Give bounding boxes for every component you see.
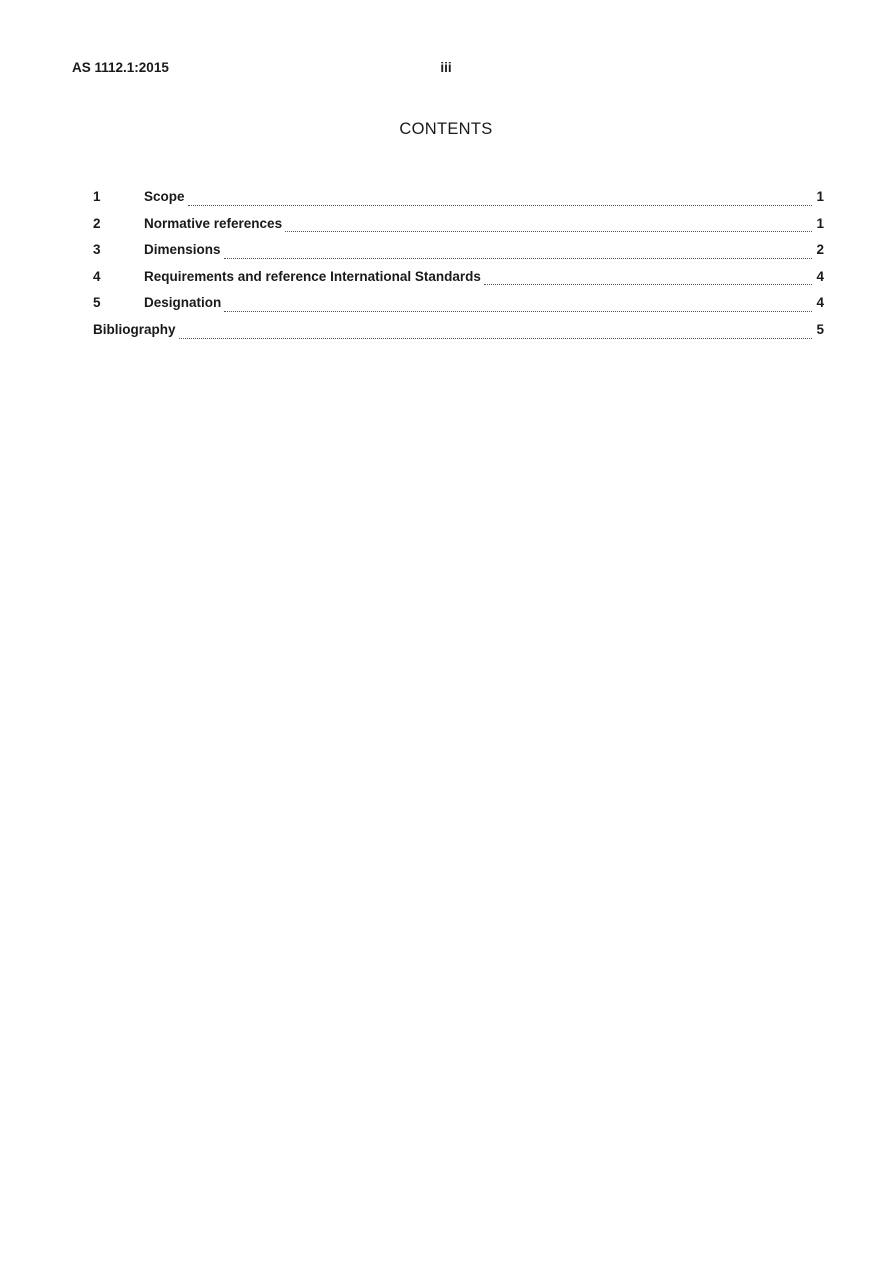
contents-title: CONTENTS xyxy=(399,120,493,138)
page-number: iii xyxy=(440,60,452,75)
toc-entry-page: 1 xyxy=(816,215,824,231)
toc-entry-title: Designation xyxy=(144,295,222,311)
toc-entry-title: Scope xyxy=(144,189,185,204)
toc-entry-page: 1 xyxy=(816,189,824,204)
toc-entry-page: 2 xyxy=(816,242,824,258)
toc-entry-designation[interactable] xyxy=(93,295,824,322)
toc-entry-normative-references[interactable] xyxy=(93,216,824,243)
toc-entry-bibliography[interactable] xyxy=(93,322,824,349)
toc-entry-page: 5 xyxy=(816,321,824,337)
toc-dot-leader xyxy=(484,283,813,285)
toc-dot-leader xyxy=(188,204,813,206)
toc-entry-number: 2 xyxy=(93,215,101,231)
toc-entry-title: Bibliography xyxy=(93,321,176,337)
toc-entry-number: 1 xyxy=(93,189,101,204)
toc-dot-leader xyxy=(179,337,813,339)
toc-entry-page: 4 xyxy=(816,268,824,284)
toc-entry-scope[interactable] xyxy=(93,189,824,216)
toc-entry-title: Requirements and reference International Standards xyxy=(144,268,481,284)
toc-entry-page: 4 xyxy=(816,295,824,311)
standard-id: AS 1112.1:2015 xyxy=(72,60,169,75)
toc-entry-requirements[interactable] xyxy=(93,269,824,296)
toc-entry-number: 5 xyxy=(93,295,101,311)
toc-dot-leader xyxy=(224,257,813,259)
toc-dot-leader xyxy=(285,230,812,232)
toc-entry-number: 4 xyxy=(93,268,101,284)
toc-entry-dimensions[interactable] xyxy=(93,242,824,269)
toc-entry-title: Normative references xyxy=(144,215,283,231)
toc-entry-number: 3 xyxy=(93,242,101,258)
toc-entry-title: Dimensions xyxy=(144,242,221,258)
table-of-contents xyxy=(93,189,824,349)
toc-dot-leader xyxy=(224,310,812,312)
